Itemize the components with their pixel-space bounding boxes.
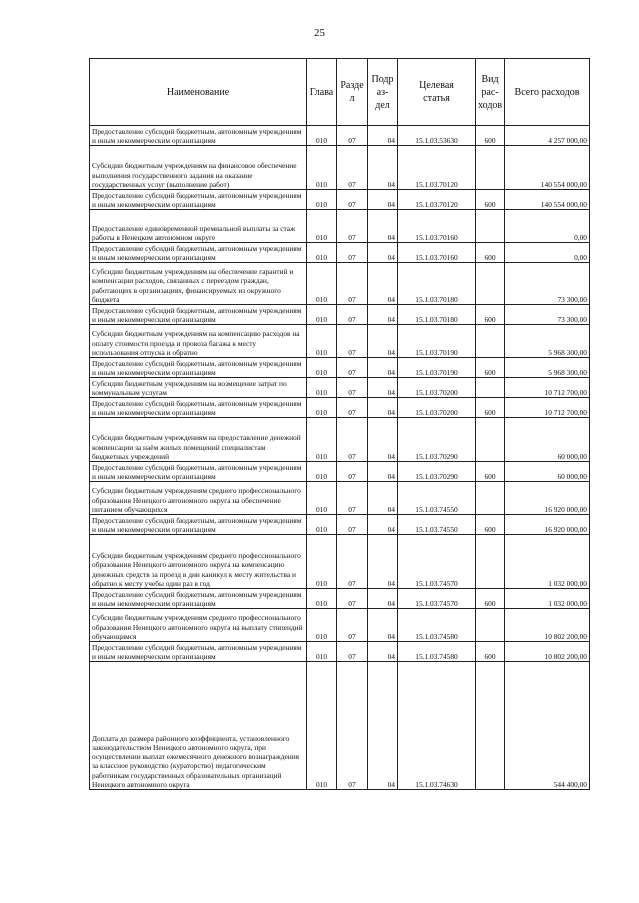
header-vid: Вид рас- ходов: [476, 59, 505, 126]
header-podrazdel: Подр аз- дел: [368, 59, 398, 126]
cell-total: 1 032 000,00: [505, 589, 590, 609]
cell-name: Доплата до размера районного коэффициента, установленного законодательством Ненецкого автономного округа, при осуществлении выплат ежемесячного денежного вознаграждения за классное руководство (кураторство) педагогическим работникам государственных образовательных организаций Ненецкого автономного округа: [90, 662, 307, 790]
table-body: [90, 126, 590, 790]
cell-podrazdel: 04: [368, 642, 398, 662]
cell-name: Субсидии бюджетным учреждениям среднего профессионального образования Ненецкого автономного округа на выплату стипендий обучающимся: [90, 609, 307, 642]
cell-razdel: 07: [337, 662, 368, 790]
cell-total: 73 300,00: [505, 263, 590, 305]
cell-vid: [476, 662, 505, 790]
cell-razdel: 07: [337, 462, 368, 482]
cell-glava: 010: [307, 642, 337, 662]
cell-name: Предоставление единовременной премиальной выплаты за стаж работы в Ненецком автономном округе: [90, 210, 307, 243]
cell-vid: 600: [476, 190, 505, 210]
cell-target: 15.1.03.70200: [398, 378, 476, 398]
cell-podrazdel: 04: [368, 126, 398, 146]
cell-target: 15.1.03.74550: [398, 515, 476, 535]
cell-name: Субсидии бюджетным учреждениям на компенсацию расходов на оплату стоимости проезда и провоза багажа к месту использования отпуска и обратно: [90, 325, 307, 358]
cell-total: 10 802 200,00: [505, 642, 590, 662]
cell-glava: 010: [307, 589, 337, 609]
cell-vid: 600: [476, 358, 505, 378]
cell-razdel: 07: [337, 146, 368, 190]
cell-podrazdel: 04: [368, 418, 398, 462]
cell-podrazdel: 04: [368, 358, 398, 378]
cell-total: 5 968 300,00: [505, 358, 590, 378]
cell-razdel: 07: [337, 609, 368, 642]
cell-name: Субсидии бюджетным учреждениям среднего профессионального образования Ненецкого автономного округа на обеспечение питанием обучающихся: [90, 482, 307, 515]
cell-razdel: 07: [337, 190, 368, 210]
cell-razdel: 07: [337, 210, 368, 243]
cell-glava: 010: [307, 535, 337, 589]
cell-total: 60 000,00: [505, 418, 590, 462]
cell-glava: 010: [307, 210, 337, 243]
cell-total: 544 400,00: [505, 662, 590, 790]
cell-total: 73 300,00: [505, 305, 590, 325]
table-row: [90, 609, 590, 642]
cell-name: Предоставление субсидий бюджетным, автономным учреждениям и иным некоммерческим организациям: [90, 462, 307, 482]
cell-glava: 010: [307, 263, 337, 305]
header-target: Целевая статья: [398, 59, 476, 126]
cell-target: 15.1.03.70120: [398, 190, 476, 210]
cell-name: Предоставление субсидий бюджетным, автономным учреждениям и иным некоммерческим организациям: [90, 515, 307, 535]
cell-podrazdel: 04: [368, 146, 398, 190]
cell-podrazdel: 04: [368, 398, 398, 418]
cell-vid: [476, 325, 505, 358]
cell-vid: 600: [476, 126, 505, 146]
cell-vid: [476, 482, 505, 515]
cell-target: 15.1.03.74550: [398, 482, 476, 515]
cell-total: 10 712 700,00: [505, 378, 590, 398]
table-row: [90, 462, 590, 482]
cell-glava: 010: [307, 358, 337, 378]
cell-total: 140 554 000,00: [505, 146, 590, 190]
cell-vid: 600: [476, 243, 505, 263]
cell-vid: [476, 378, 505, 398]
cell-razdel: 07: [337, 418, 368, 462]
cell-total: 4 257 000,00: [505, 126, 590, 146]
header-total: Всего расходов: [505, 59, 590, 126]
cell-glava: 010: [307, 126, 337, 146]
table-row: [90, 482, 590, 515]
cell-target: 15.1.03.70160: [398, 210, 476, 243]
cell-name: Субсидии бюджетным учреждениям на финансовое обеспечение выполнения государственного задания на оказание государственных услуг (выполнение работ): [90, 146, 307, 190]
table-row: [90, 642, 590, 662]
cell-razdel: 07: [337, 243, 368, 263]
cell-podrazdel: 04: [368, 662, 398, 790]
table-row: [90, 378, 590, 398]
cell-target: 15.1.03.74570: [398, 589, 476, 609]
cell-razdel: 07: [337, 263, 368, 305]
cell-podrazdel: 04: [368, 190, 398, 210]
cell-name: Субсидии бюджетным учреждениям на предоставление денежной компенсации за наём жилых помещений специалистам бюджетных учреждений: [90, 418, 307, 462]
table-row: [90, 190, 590, 210]
cell-glava: 010: [307, 662, 337, 790]
cell-vid: 600: [476, 462, 505, 482]
cell-glava: 010: [307, 609, 337, 642]
cell-podrazdel: 04: [368, 305, 398, 325]
cell-razdel: 07: [337, 589, 368, 609]
cell-vid: [476, 535, 505, 589]
header-razdel: Разде л: [337, 59, 368, 126]
cell-target: 15.1.03.70290: [398, 418, 476, 462]
cell-total: 16 920 000,00: [505, 515, 590, 535]
cell-glava: 010: [307, 462, 337, 482]
cell-vid: [476, 146, 505, 190]
cell-razdel: 07: [337, 515, 368, 535]
cell-total: 0,00: [505, 243, 590, 263]
cell-glava: 010: [307, 325, 337, 358]
cell-glava: 010: [307, 243, 337, 263]
cell-glava: 010: [307, 515, 337, 535]
cell-total: 5 968 300,00: [505, 325, 590, 358]
table-row: [90, 210, 590, 243]
cell-name: Субсидии бюджетным учреждениям среднего профессионального образования Ненецкого автономного округа на компенсацию денежных средств за проезд в дни каникул к месту жительства и обратно к месту учебы один раз в год: [90, 535, 307, 589]
cell-podrazdel: 04: [368, 589, 398, 609]
cell-glava: 010: [307, 190, 337, 210]
cell-name: Субсидии бюджетным учреждениям на обеспечение гарантий и компенсации расходов, связанных с переездом граждан, работающих в организациях, финансируемых из окружного бюджета: [90, 263, 307, 305]
cell-podrazdel: 04: [368, 210, 398, 243]
cell-target: 15.1.03.70180: [398, 305, 476, 325]
cell-name: Предоставление субсидий бюджетным, автономным учреждениям и иным некоммерческим организациям: [90, 398, 307, 418]
cell-razdel: 07: [337, 398, 368, 418]
table-row: [90, 515, 590, 535]
table-row: [90, 325, 590, 358]
cell-glava: 010: [307, 482, 337, 515]
cell-podrazdel: 04: [368, 482, 398, 515]
header-name: Наименование: [90, 59, 307, 126]
table-row: [90, 126, 590, 146]
cell-target: 15.1.03.53630: [398, 126, 476, 146]
cell-total: 0,00: [505, 210, 590, 243]
cell-target: 15.1.03.74580: [398, 609, 476, 642]
table-row: [90, 358, 590, 378]
cell-razdel: 07: [337, 378, 368, 398]
cell-vid: 600: [476, 642, 505, 662]
cell-vid: [476, 418, 505, 462]
cell-glava: 010: [307, 378, 337, 398]
table-row: [90, 535, 590, 589]
cell-razdel: 07: [337, 482, 368, 515]
cell-razdel: 07: [337, 535, 368, 589]
cell-vid: [476, 263, 505, 305]
cell-vid: [476, 609, 505, 642]
table-row: [90, 146, 590, 190]
cell-total: 1 032 000,00: [505, 535, 590, 589]
cell-name: Предоставление субсидий бюджетным, автономным учреждениям и иным некоммерческим организациям: [90, 190, 307, 210]
table-header-row: [90, 59, 590, 126]
cell-total: 60 000,00: [505, 462, 590, 482]
cell-name: Предоставление субсидий бюджетным, автономным учреждениям и иным некоммерческим организациям: [90, 305, 307, 325]
cell-podrazdel: 04: [368, 325, 398, 358]
cell-razdel: 07: [337, 642, 368, 662]
cell-podrazdel: 04: [368, 243, 398, 263]
cell-vid: 600: [476, 515, 505, 535]
table-row: [90, 263, 590, 305]
table-row: [90, 305, 590, 325]
cell-name: Предоставление субсидий бюджетным, автономным учреждениям и иным некоммерческим организациям: [90, 358, 307, 378]
cell-target: 15.1.03.74580: [398, 642, 476, 662]
cell-glava: 010: [307, 146, 337, 190]
cell-podrazdel: 04: [368, 378, 398, 398]
cell-name: Предоставление субсидий бюджетным, автономным учреждениям и иным некоммерческим организациям: [90, 126, 307, 146]
cell-name: Предоставление субсидий бюджетным, автономным учреждениям и иным некоммерческим организациям: [90, 642, 307, 662]
cell-podrazdel: 04: [368, 263, 398, 305]
cell-podrazdel: 04: [368, 535, 398, 589]
cell-name: Предоставление субсидий бюджетным, автономным учреждениям и иным некоммерческим организациям: [90, 243, 307, 263]
cell-target: 15.1.03.70180: [398, 263, 476, 305]
cell-target: 15.1.03.70290: [398, 462, 476, 482]
cell-target: 15.1.03.70190: [398, 358, 476, 378]
page-number: 25: [314, 27, 325, 39]
table-row: [90, 418, 590, 462]
cell-target: 15.1.03.70190: [398, 325, 476, 358]
cell-glava: 010: [307, 398, 337, 418]
table-row: [90, 398, 590, 418]
cell-vid: 600: [476, 589, 505, 609]
cell-razdel: 07: [337, 126, 368, 146]
cell-razdel: 07: [337, 358, 368, 378]
cell-podrazdel: 04: [368, 515, 398, 535]
budget-table: [89, 58, 590, 790]
cell-glava: 010: [307, 305, 337, 325]
cell-glava: 010: [307, 418, 337, 462]
cell-razdel: 07: [337, 305, 368, 325]
cell-total: 16 920 000,00: [505, 482, 590, 515]
cell-razdel: 07: [337, 325, 368, 358]
cell-target: 15.1.03.70160: [398, 243, 476, 263]
cell-podrazdel: 04: [368, 609, 398, 642]
cell-target: 15.1.03.70200: [398, 398, 476, 418]
table-row: [90, 243, 590, 263]
cell-vid: 600: [476, 398, 505, 418]
cell-target: 15.1.03.70120: [398, 146, 476, 190]
header-glava: Глава: [307, 59, 337, 126]
cell-target: 15.1.03.74570: [398, 535, 476, 589]
cell-name: Предоставление субсидий бюджетным, автономным учреждениям и иным некоммерческим организациям: [90, 589, 307, 609]
cell-total: 140 554 000,00: [505, 190, 590, 210]
table-row: [90, 662, 590, 790]
cell-vid: 600: [476, 305, 505, 325]
cell-vid: [476, 210, 505, 243]
cell-podrazdel: 04: [368, 462, 398, 482]
cell-name: Субсидии бюджетным учреждениям на возмещение затрат по коммунальным услугам: [90, 378, 307, 398]
cell-target: 15.1.03.74630: [398, 662, 476, 790]
cell-total: 10 712 700,00: [505, 398, 590, 418]
table-row: [90, 589, 590, 609]
cell-total: 10 802 200,00: [505, 609, 590, 642]
